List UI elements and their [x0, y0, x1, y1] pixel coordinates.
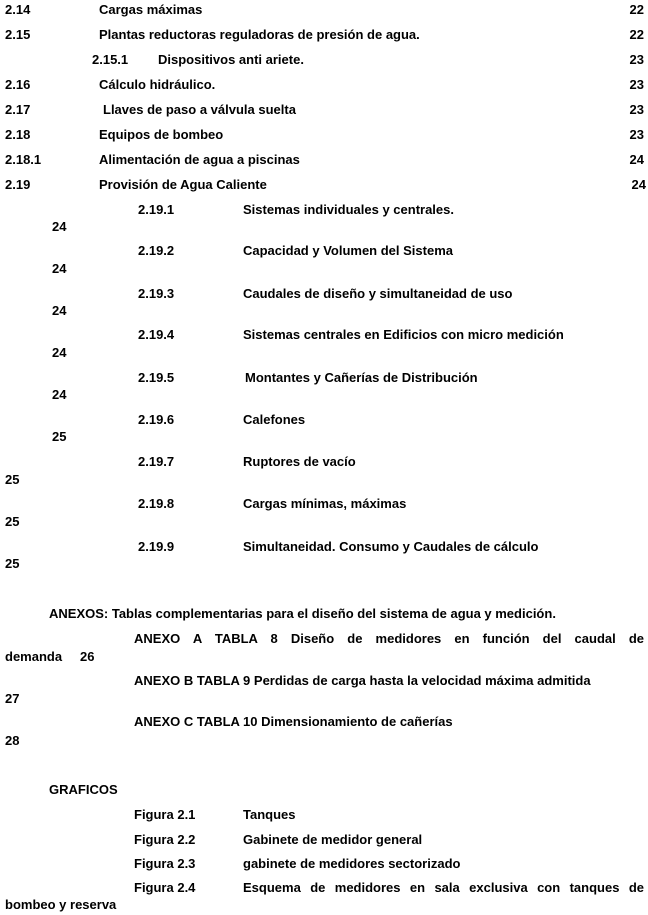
toc-page: 25 — [52, 429, 67, 444]
toc-title: Plantas reductoras reguladoras de presión de agua. — [99, 27, 420, 42]
toc-page: 24 — [629, 152, 644, 167]
toc-page: 24 — [52, 261, 67, 276]
toc-title: Caudales de diseño y simultaneidad de uso — [243, 286, 513, 301]
figura-label: Figura 2.3 — [134, 856, 196, 871]
toc-page: 23 — [629, 52, 644, 67]
toc-number: 2.19.8 — [138, 496, 175, 511]
toc-title: Cargas máximas — [99, 2, 203, 17]
figura-title-cont: bombeo y reserva — [5, 897, 117, 912]
anexo-title: ANEXO C TABLA 10 Dimensionamiento de cañerías — [134, 714, 453, 729]
toc-page: 23 — [629, 127, 644, 142]
toc-title: Capacidad y Volumen del Sistema — [243, 243, 453, 258]
figura-title: Esquema de medidores en sala exclusiva con tanques de — [243, 880, 644, 895]
toc-title: Cargas mínimas, máximas — [243, 496, 407, 511]
toc-page: 24 — [631, 177, 646, 192]
toc-title: Dispositivos anti ariete. — [158, 52, 304, 67]
toc-page: 22 — [629, 27, 644, 42]
toc-number: 2.16 — [5, 77, 31, 92]
toc-title: Equipos de bombeo — [99, 127, 224, 142]
toc-title: Provisión de Agua Caliente — [99, 177, 267, 192]
toc-title: Cálculo hidráulico. — [99, 77, 216, 92]
toc-number: 2.19.7 — [138, 454, 175, 469]
anexos-heading: ANEXOS: Tablas complementarias para el diseño del sistema de agua y medición. — [49, 606, 556, 621]
toc-title: Alimentación de agua a piscinas — [99, 152, 300, 167]
toc-page: 24 — [52, 345, 67, 360]
toc-page: 24 — [52, 387, 67, 402]
anexo-title-cont: demanda — [5, 649, 63, 664]
toc-title: Calefones — [243, 412, 306, 427]
toc-title: Sistemas centrales en Edificios con micro medición — [243, 327, 564, 342]
toc-number: 2.19.9 — [138, 539, 175, 554]
toc-title: Ruptores de vacío — [243, 454, 356, 469]
toc-number: 2.19.3 — [138, 286, 175, 301]
toc-number: 2.19.2 — [138, 243, 175, 258]
anexo-title: ANEXO B TABLA 9 Perdidas de carga hasta la velocidad máxima admitida — [134, 673, 591, 688]
toc-number: 2.19.6 — [138, 412, 175, 427]
toc-page: 25 — [5, 514, 20, 529]
toc-number: 2.19.5 — [138, 370, 175, 385]
toc-page: 25 — [5, 556, 20, 571]
toc-page: 23 — [629, 102, 644, 117]
toc-title: Simultaneidad. Consumo y Caudales de cálculo — [243, 539, 539, 554]
toc-title: Llaves de paso a válvula suelta — [103, 102, 296, 117]
toc-number: 2.18.1 — [5, 152, 42, 167]
figura-title: Tanques — [243, 807, 296, 822]
anexo-page: 28 — [5, 733, 20, 748]
toc-number: 2.15 — [5, 27, 31, 42]
toc-page: 22 — [629, 2, 644, 17]
toc-number: 2.19 — [5, 177, 31, 192]
toc-number: 2.15.1 — [92, 52, 129, 67]
graficos-heading: GRAFICOS — [49, 782, 118, 797]
toc-number: 2.18 — [5, 127, 31, 142]
toc-title: Montantes y Cañerías de Distribución — [245, 370, 478, 385]
anexo-page: 27 — [5, 691, 20, 706]
toc-page: 25 — [5, 472, 20, 487]
anexo-page: 26 — [80, 649, 95, 664]
figura-title: gabinete de medidores sectorizado — [243, 856, 461, 871]
toc-number: 2.14 — [5, 2, 31, 17]
anexo-title: ANEXO A TABLA 8 Diseño de medidores en función del caudal de — [134, 631, 644, 646]
toc-page: 24 — [52, 219, 67, 234]
toc-title: Sistemas individuales y centrales. — [243, 202, 454, 217]
toc-page: 24 — [52, 303, 67, 318]
toc-number: 2.19.4 — [138, 327, 175, 342]
toc-number: 2.19.1 — [138, 202, 175, 217]
figura-label: Figura 2.4 — [134, 880, 196, 895]
figura-label: Figura 2.2 — [134, 832, 196, 847]
toc-page: 23 — [629, 77, 644, 92]
figura-label: Figura 2.1 — [134, 807, 196, 822]
toc-number: 2.17 — [5, 102, 31, 117]
figura-title: Gabinete de medidor general — [243, 832, 423, 847]
